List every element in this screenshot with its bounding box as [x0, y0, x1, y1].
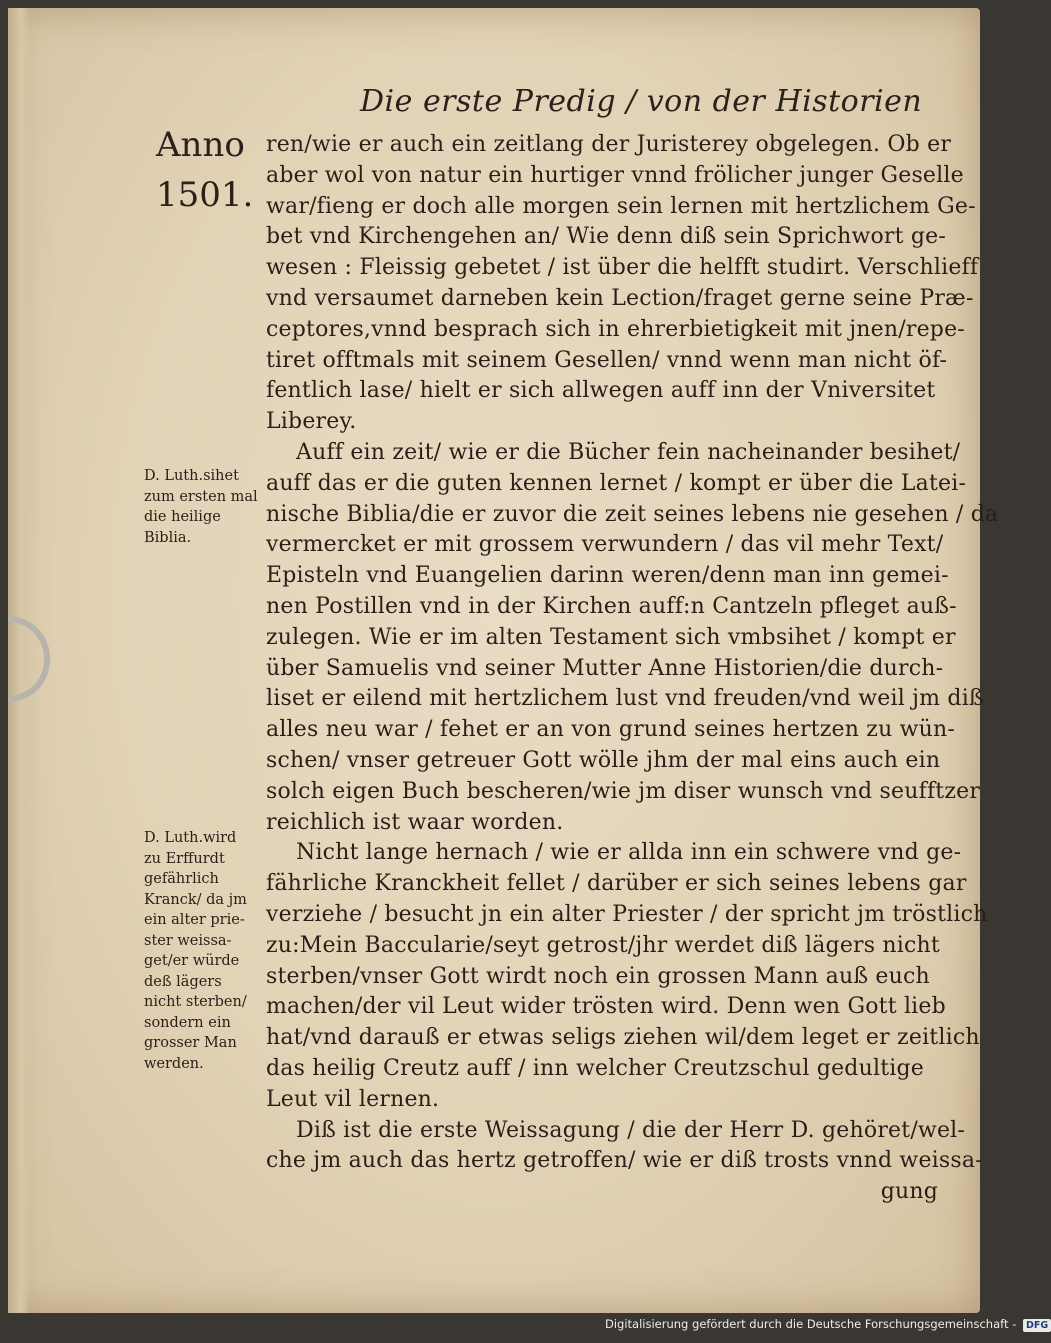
running-header: Die erste Predig / von der Historien [360, 84, 923, 119]
marginal-note-illness [144, 828, 270, 1074]
marginal-line: gefährlich [144, 871, 219, 887]
text-line: hat/vnd darauß er etwas seligs ziehen wil/dem leget er zeitlich [266, 1025, 980, 1051]
year-marker [156, 120, 256, 220]
marginal-line: werden. [144, 1055, 204, 1072]
catchword: gung [880, 1179, 938, 1205]
digitization-footer [605, 1317, 1049, 1339]
text-line: aber wol von natur ein hurtiger vnnd frölicher junger Geselle [266, 162, 964, 188]
text-line: tiret offtmals mit seinem Gesellen/ vnnd wenn man nicht öf- [266, 347, 948, 373]
text-line: che jm auch das hertz getroffen/ wie er diß trosts vnnd weissa- [266, 1148, 983, 1174]
anno-year: 1501. [156, 175, 254, 215]
text-line: liset er eilend mit hertzlichem lust vnd freuden/vnd weil jm diß [266, 686, 984, 712]
text-line: vnd versaumet darneben kein Lection/fraget gerne seine Præ- [266, 285, 974, 311]
text-line: reichlich ist waar worden. [266, 809, 564, 835]
footer-credit: Digitalisierung gefördert durch die Deutsche Forschungsgemeinschaft - [605, 1317, 1017, 1331]
marginal-line: zu Erffurdt [144, 850, 225, 867]
text-line: bet vnd Kirchengehen an/ Wie denn diß sein Sprichwort ge- [266, 224, 947, 250]
text-line: verziehe / besucht jn ein alter Priester / der spricht jm tröstlich [266, 901, 988, 927]
text-line: schen/ vnser getreuer Gott wölle jhm der mal eins auch ein [266, 747, 941, 773]
text-line: zulegen. Wie er im alten Testament sich vmbsihet / kompt er [266, 624, 956, 650]
marginal-line: Biblia. [144, 529, 192, 546]
marginal-line: zum ersten mal [144, 488, 258, 505]
text-line: nische Biblia/die er zuvor die zeit seines lebens nie gesehen / da [266, 501, 999, 527]
text-line: vermercket er mit grossem verwundern / das vil mehr Text/ [266, 532, 944, 558]
marginal-line: nicht sterben/ [144, 994, 247, 1010]
text-line: alles neu war / fehet er an von grund seines hertzen zu wün- [266, 717, 956, 743]
text-line: das heilig Creutz auff / inn welcher Creutzschul gedultige [266, 1055, 924, 1081]
text-line: auff das er die guten kennen lernet / kompt er über die Latei- [266, 470, 967, 496]
marginal-line: ster weissa- [144, 932, 232, 949]
text-line: Nicht lange hernach / wie er allda inn ein schwere vnd ge- [296, 840, 962, 866]
text-line: Diß ist die erste Weissagung / die der Herr D. gehöret/wel- [296, 1117, 966, 1143]
body-text [266, 130, 999, 1208]
anno-word: Anno [156, 125, 245, 165]
text-line: fentlich lase/ hielt er sich allwegen auff inn der Vniversitet [266, 378, 936, 404]
marginal-line: Kranck/ da jm [144, 891, 247, 908]
text-line: Leut vil lernen. [266, 1086, 440, 1112]
text-line: war/fieng er doch alle morgen sein lernen mit hertzlichem Ge- [266, 193, 976, 219]
metal-clasp [8, 616, 50, 702]
text-line: Episteln vnd Euangelien darinn weren/denn man inn gemei- [266, 563, 949, 589]
text-line: nen Postillen vnd in der Kirchen auff:n Cantzeln pfleget auß- [266, 593, 957, 619]
text-line: ceptores,vnnd besprach sich in ehrerbietigkeit mit jnen/repe- [266, 316, 965, 342]
text-line: ren/wie er auch ein zeitlang der Juristerey obgelegen. Ob er [266, 132, 952, 157]
text-line: über Samuelis vnd seiner Mutter Anne Historien/die durch- [266, 655, 944, 681]
marginal-line: deß lägers [144, 973, 222, 990]
marginal-line: grosser Man [144, 1035, 237, 1051]
dfg-logo: DFG [1023, 1319, 1051, 1332]
marginal-note-bible [144, 466, 270, 548]
marginal-line: sondern ein [144, 1014, 231, 1031]
text-line: Auff ein zeit/ wie er die Bücher fein nacheinander besihet/ [296, 439, 961, 465]
text-line: wesen : Fleissig gebetet / ist über die helfft studirt. Verschlieff [266, 255, 979, 281]
text-line: sterben/vnser Gott wirdt noch ein grossen Mann auß euch [266, 963, 930, 989]
marginal-line: D. Luth.wird [144, 830, 237, 846]
marginal-line: ein alter prie- [144, 912, 245, 928]
marginal-line: die heilige [144, 509, 221, 525]
text-line: solch eigen Buch bescheren/wie jm diser wunsch vnd seufftzer [266, 778, 981, 804]
text-line: Liberey. [266, 409, 357, 435]
marginal-line: D. Luth.sihet [144, 468, 239, 484]
text-line: zu:Mein Baccularie/seyt getrost/jhr werdet diß lägers nicht [266, 932, 940, 958]
text-line: fährliche Kranckheit fellet / darüber er sich seines lebens gar [266, 871, 967, 897]
text-line: machen/der vil Leut wider trösten wird. Denn wen Gott lieb [266, 994, 946, 1020]
book-page [8, 8, 999, 1313]
marginal-line: get/er würde [144, 953, 240, 969]
